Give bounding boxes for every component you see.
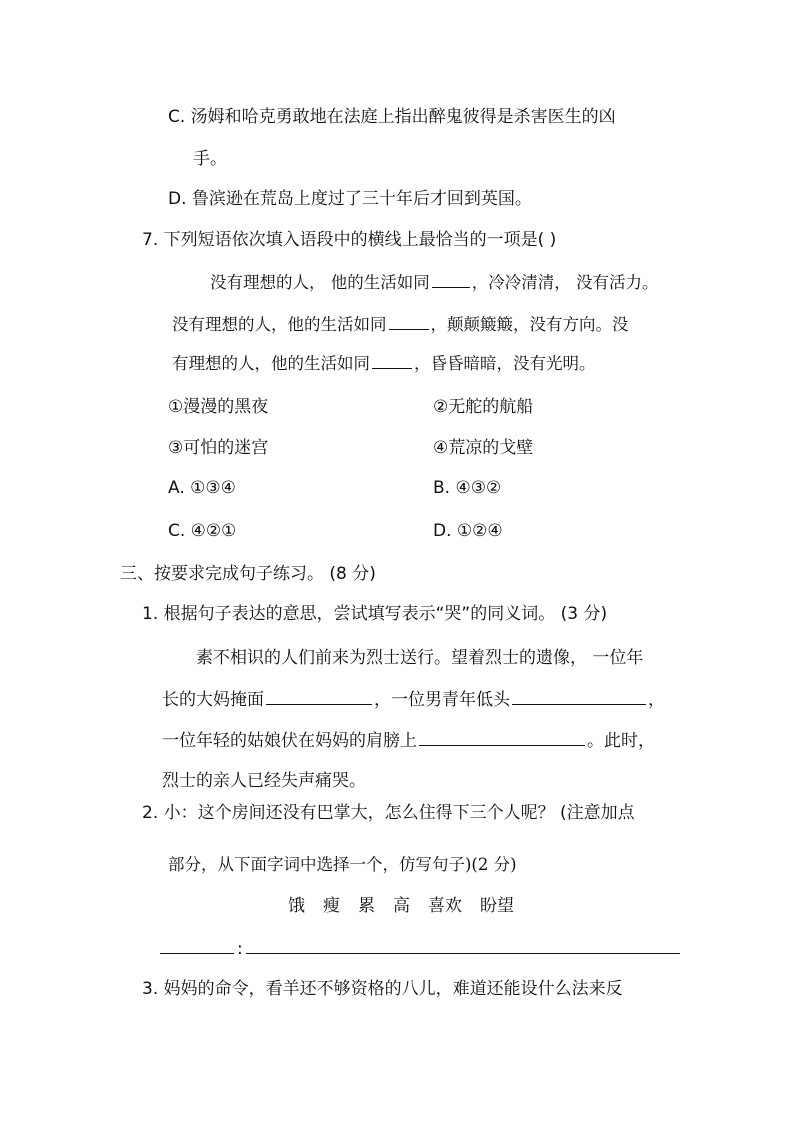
q7-passage-line3-b: ，昏昏暗暗，没有光明。 [414, 354, 596, 373]
q7-blank-2[interactable] [389, 328, 429, 330]
section-3-heading: 三、按要求完成句子练习。 (8 分) [120, 564, 376, 584]
q7-option-b: B. ④③② [433, 478, 502, 498]
s3-q2-word-list [288, 895, 532, 917]
s3-q1-line2-b: ，一位男青年低头 [374, 690, 510, 710]
word-0: 饿 [288, 896, 305, 916]
q7-phrase-4: ④荒凉的戈壁 [433, 438, 534, 458]
q7-passage-line3-a: 有理想的人，他的生活如同 [172, 354, 370, 373]
word-4: 喜欢 [428, 896, 462, 916]
s3-q1-stem: 1. 根据句子表达的意思，尝试填写表示“哭”的同义词。 (3 分) [142, 604, 608, 624]
q7-stem: 7. 下列短语依次填入语段中的横线上最恰当的一项是( ) [142, 230, 557, 250]
s3-q1-line3-a: 一位年轻的姑娘伏在妈妈的肩膀上 [162, 731, 417, 751]
q7-option-c: C. ④②① [168, 521, 237, 541]
q6-option-d: D. 鲁滨逊在荒岛上度过了三十年后才回到英国。 [168, 189, 532, 209]
q7-passage-line2-b: ，颠颠簸簸，没有方向。没 [430, 315, 629, 334]
s3-q1-passage-line4: 烈士的亲人已经失声痛哭。 [162, 771, 366, 791]
s3-q1-line2-c: ， [648, 690, 665, 710]
s3-q1-passage-line1: 素不相识的人们前来为烈士送行。望着烈士的遗像， 一位年 [196, 648, 644, 668]
s3-q1-passage-line2 [162, 689, 665, 711]
q7-passage-line3 [172, 353, 596, 375]
s3-q2-sentence-blank[interactable] [246, 952, 680, 954]
q7-passage-line1-a: 没有理想的人， 他的生活如同 [210, 273, 430, 292]
q7-blank-1[interactable] [432, 286, 470, 288]
q7-option-d: D. ①②④ [433, 521, 503, 541]
s3-q3-stem: 3. 妈妈的命令，看羊还不够资格的八儿，难道还能设什么法来反 [142, 979, 623, 999]
q7-option-a: A. ①③④ [168, 478, 236, 498]
s3-q1-blank-3[interactable] [419, 744, 585, 746]
s3-q2-word-blank[interactable] [160, 952, 234, 954]
q7-blank-3[interactable] [372, 367, 412, 369]
q7-passage-line1 [210, 272, 659, 294]
s3-q2-colon: : [237, 939, 243, 959]
s3-q2-stem-line2: 部分，从下面字词中选择一个，仿写句子)(2 分) [168, 855, 517, 874]
q6-option-c-line2: 手。 [193, 149, 227, 169]
s3-q2-stem: 2. 小：这个房间还没有巴掌大，怎么住得下三个人呢？ (注意加点 [142, 803, 635, 823]
q7-passage-line2-a: 没有理想的人，他的生活如同 [172, 315, 387, 334]
q7-passage-line1-b: ，冷冷清清， 没有活力。 [471, 273, 659, 292]
q7-phrase-3: ③可怕的迷宫 [168, 438, 269, 458]
q7-phrase-2: ②无舵的航船 [433, 397, 534, 417]
q6-option-c-line1: C. 汤姆和哈克勇敢地在法庭上指出醉鬼彼得是杀害医生的凶 [168, 107, 616, 127]
s3-q2-answer-line [160, 938, 680, 960]
s3-q1-blank-2[interactable] [512, 703, 646, 705]
word-5: 盼望 [480, 896, 514, 916]
s3-q1-line2-a: 长的大妈掩面 [162, 690, 264, 710]
word-2: 累 [358, 896, 375, 916]
q7-phrase-1: ①漫漫的黑夜 [168, 397, 269, 417]
s3-q1-line3-b: 。此时， [587, 731, 655, 751]
s3-q1-blank-1[interactable] [266, 703, 372, 705]
word-3: 高 [393, 896, 410, 916]
q7-passage-line2 [172, 314, 629, 336]
word-1: 瘦 [323, 896, 340, 916]
s3-q1-passage-line3 [162, 730, 655, 752]
